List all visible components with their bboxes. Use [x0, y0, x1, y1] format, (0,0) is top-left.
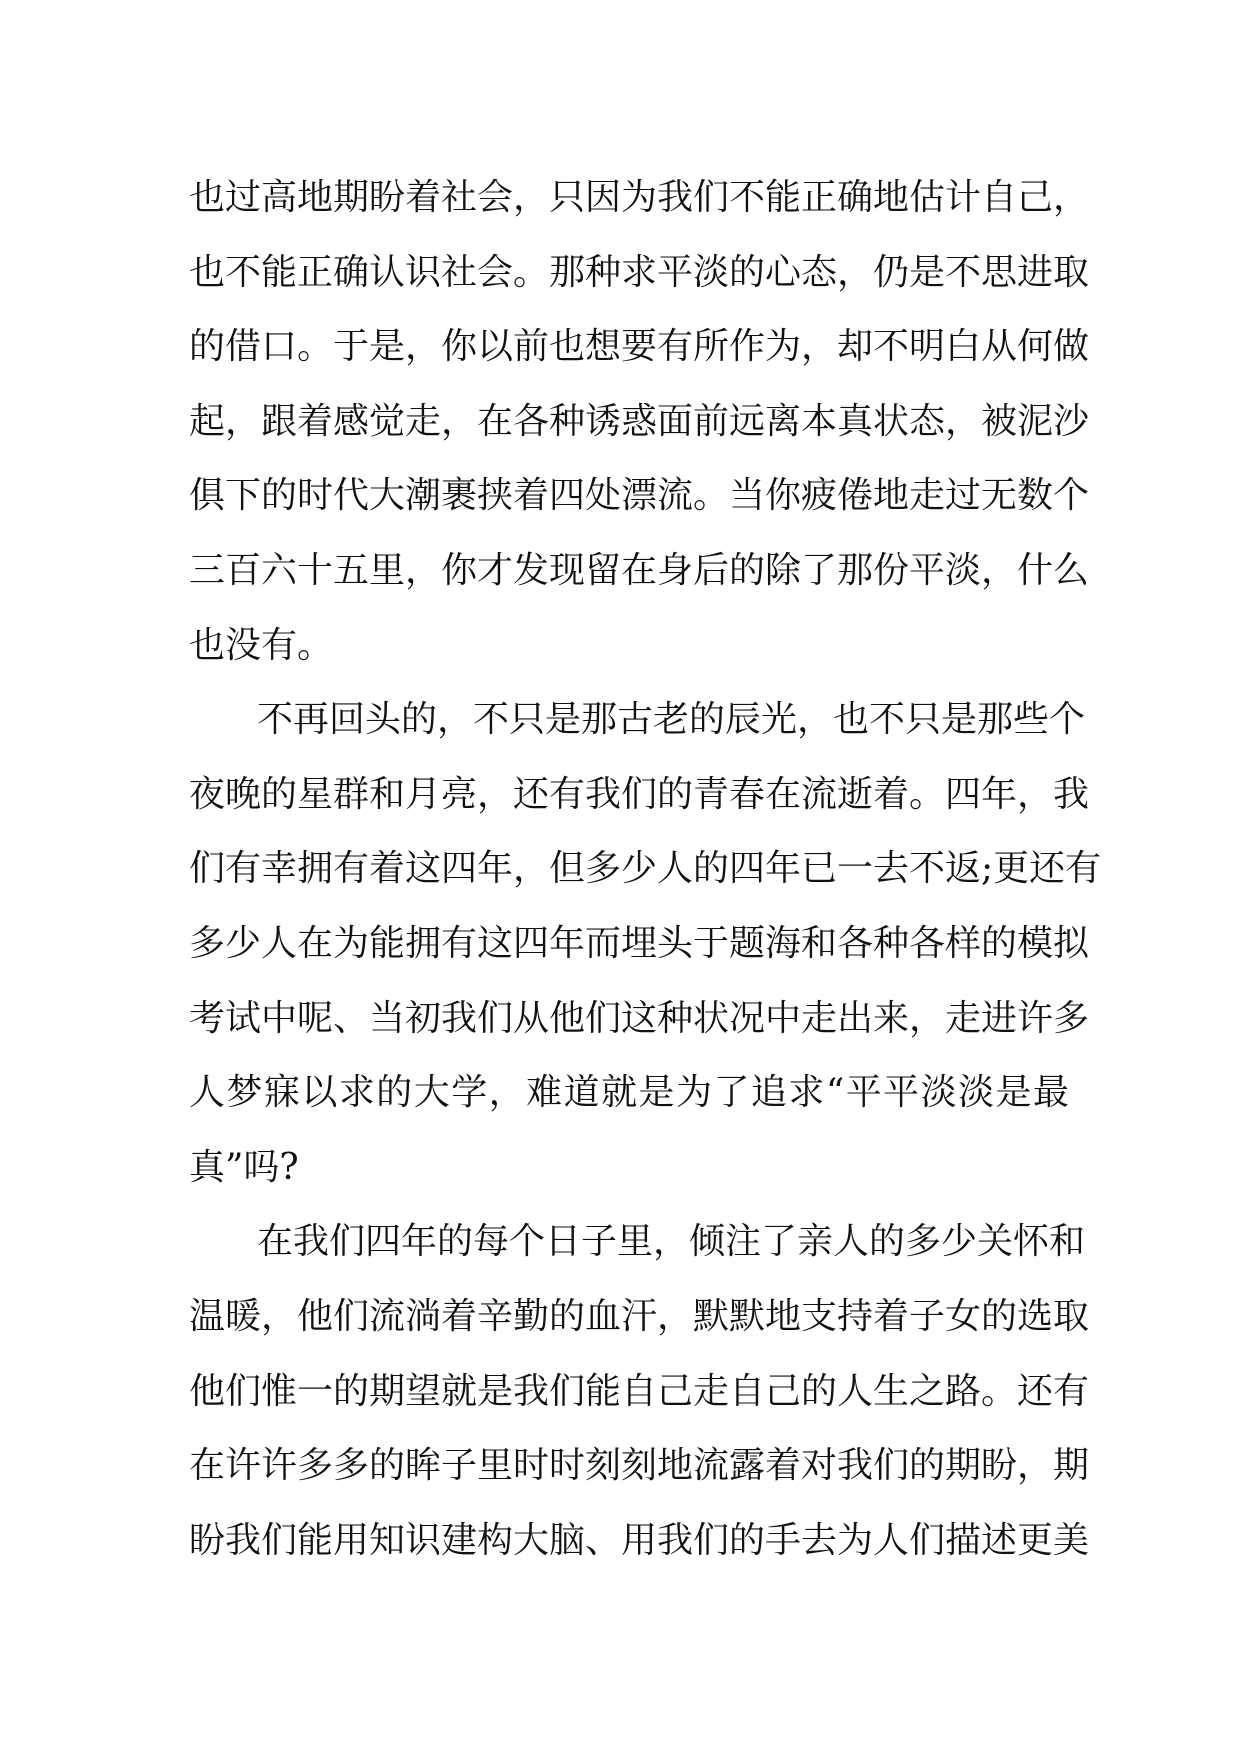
text-line: 盼我们能用知识建构大脑、用我们的手去为人们描述更美 [189, 1519, 1090, 1561]
text-line: 的借口。于是，你以前也想要有所作为，却不明白从何做 [189, 326, 1090, 368]
text-line: 们有幸拥有着这四年，但多少人的四年已一去不返;更还有 [189, 848, 1102, 890]
text-line: 他们惟一的期望就是我们能自己走自己的人生之路。还有 [189, 1370, 1090, 1412]
text-line: 在我们四年的每个日子里，倾注了亲人的多少关怀和 [257, 1221, 1086, 1263]
paragraph-1 [189, 161, 1090, 683]
text-line: 温暖，他们流淌着辛勤的血汗，默默地支持着子女的选取 [189, 1295, 1090, 1337]
text-line: 起，跟着感觉走，在各种诱惑面前远离本真状态，被泥沙 [189, 400, 1090, 442]
text-line: 人梦寐以求的大学，难道就是为了追求“平平淡淡是最 [189, 1072, 1069, 1114]
text-line: 不再回头的，不只是那古老的辰光，也不只是那些个 [257, 699, 1086, 741]
text-line: 也过高地期盼着社会，只因为我们不能正确地估计自己， [189, 177, 1090, 218]
text-line: 在许许多多的眸子里时时刻刻地流露着对我们的期盼，期 [189, 1445, 1090, 1487]
text-line: 考试中呢、当初我们从他们这种状况中走出来，走进许多 [189, 997, 1090, 1039]
text-line: 夜晚的星群和月亮，还有我们的青春在流逝着。四年，我 [189, 773, 1090, 815]
text-line: 三百六十五里，你才发现留在身后的除了那份平淡，什么 [189, 549, 1090, 591]
text-line: 也不能正确认识社会。那种求平淡的心态，仍是不思进取 [189, 251, 1090, 293]
body-text [189, 161, 1102, 1578]
text-line: 俱下的时代大潮裹挟着四处漂流。当你疲倦地走过无数个 [189, 475, 1090, 517]
paragraph-3 [189, 1205, 1090, 1578]
text-line: 多少人在为能拥有这四年而埋头于题海和各种各样的模拟 [189, 922, 1090, 964]
text-line: 真”吗? [189, 1146, 299, 1188]
text-line: 也没有。 [189, 624, 334, 666]
paragraph-2 [189, 683, 1102, 1205]
